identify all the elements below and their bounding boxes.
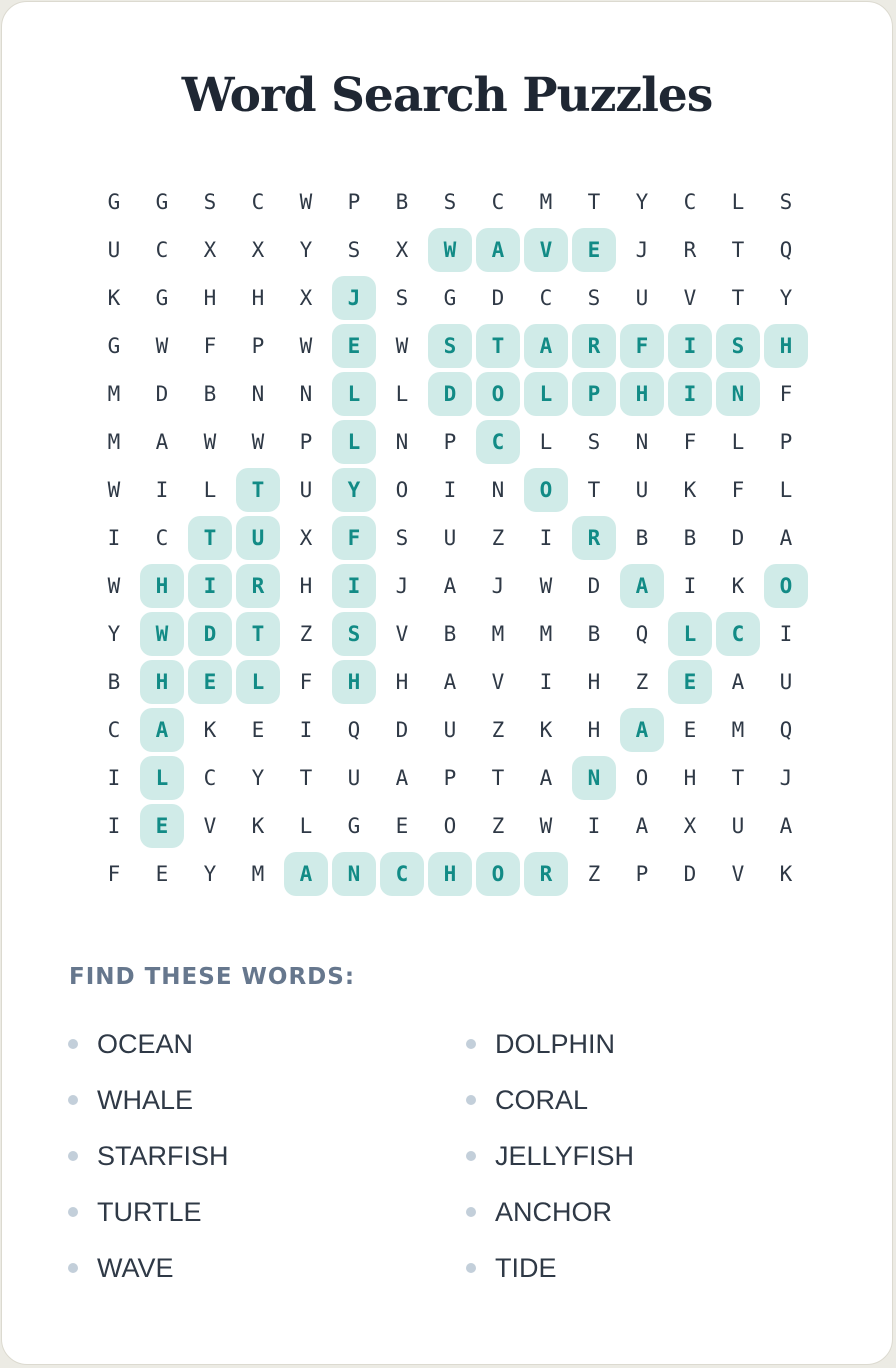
grid-cell-found[interactable]: S: [332, 612, 376, 656]
bullet-icon: [68, 1095, 78, 1105]
grid-cell[interactable]: K: [251, 814, 265, 838]
grid-cell[interactable]: I: [779, 622, 793, 646]
word-list-item: [68, 1184, 202, 1240]
grid-cell[interactable]: H: [587, 718, 601, 742]
grid-cell[interactable]: E: [155, 862, 169, 886]
grid-cell[interactable]: A: [635, 814, 649, 838]
grid-cell[interactable]: J: [395, 574, 409, 598]
grid-cell[interactable]: T: [299, 766, 313, 790]
grid-cell-found[interactable]: F: [620, 324, 664, 368]
grid-cell[interactable]: F: [731, 478, 745, 502]
grid-cell-found[interactable]: H: [140, 564, 184, 608]
grid-cell-found[interactable]: D: [188, 612, 232, 656]
grid-cell-found[interactable]: E: [668, 660, 712, 704]
grid-cell[interactable]: Z: [299, 622, 313, 646]
grid-cell[interactable]: H: [251, 286, 265, 310]
grid-cell[interactable]: C: [155, 238, 169, 262]
word-list-item: [68, 1240, 174, 1296]
grid-cell-found[interactable]: H: [332, 660, 376, 704]
word-list-item: [68, 1016, 193, 1072]
word-list-item: [466, 1184, 612, 1240]
grid-cell[interactable]: N: [251, 382, 265, 406]
grid-cell[interactable]: A: [443, 574, 457, 598]
grid-cell[interactable]: E: [251, 718, 265, 742]
grid-cell-found[interactable]: W: [140, 612, 184, 656]
grid-cell-found[interactable]: A: [140, 708, 184, 752]
grid-cell[interactable]: H: [299, 574, 313, 598]
grid-cell[interactable]: J: [491, 574, 505, 598]
bullet-icon: [466, 1151, 476, 1161]
grid-cell[interactable]: T: [491, 766, 505, 790]
grid-cell[interactable]: Y: [299, 238, 313, 262]
grid-cell-found[interactable]: L: [332, 372, 376, 416]
grid-cell[interactable]: K: [731, 574, 745, 598]
grid-cell[interactable]: Q: [635, 622, 649, 646]
grid-cell-found[interactable]: A: [524, 324, 568, 368]
grid-cell-found[interactable]: I: [188, 564, 232, 608]
grid-cell[interactable]: I: [539, 526, 553, 550]
bullet-icon: [68, 1263, 78, 1273]
grid-cell[interactable]: A: [155, 430, 169, 454]
grid-cell[interactable]: F: [299, 670, 313, 694]
grid-cell[interactable]: L: [539, 430, 553, 454]
grid-cell[interactable]: B: [443, 622, 457, 646]
grid-cell[interactable]: O: [395, 478, 409, 502]
grid-cell[interactable]: Q: [779, 238, 793, 262]
grid-cell[interactable]: V: [203, 814, 217, 838]
grid-cell[interactable]: C: [539, 286, 553, 310]
word-label: ANCHOR: [495, 1196, 613, 1227]
grid-cell[interactable]: A: [395, 766, 409, 790]
grid-cell[interactable]: W: [299, 190, 313, 214]
grid-cell[interactable]: C: [491, 190, 505, 214]
grid-cell-found[interactable]: U: [236, 516, 280, 560]
grid-cell[interactable]: D: [587, 574, 601, 598]
grid-cell[interactable]: Q: [779, 718, 793, 742]
grid-cell-found[interactable]: H: [428, 852, 472, 896]
word-list-item: [466, 1240, 557, 1296]
grid-cell[interactable]: V: [491, 670, 505, 694]
grid-cell[interactable]: W: [251, 430, 265, 454]
grid-cell[interactable]: M: [491, 622, 505, 646]
grid-cell[interactable]: S: [203, 190, 217, 214]
grid-cell[interactable]: M: [539, 190, 553, 214]
grid-cell[interactable]: V: [395, 622, 409, 646]
grid-cell[interactable]: I: [683, 574, 697, 598]
grid-cell[interactable]: N: [491, 478, 505, 502]
word-list-item: [68, 1128, 229, 1184]
grid-cell-found[interactable]: H: [620, 372, 664, 416]
grid-cell-found[interactable]: L: [668, 612, 712, 656]
grid-cell[interactable]: M: [107, 382, 121, 406]
word-label: CORAL: [495, 1084, 589, 1115]
grid-cell[interactable]: Y: [107, 622, 121, 646]
grid-cell[interactable]: P: [251, 334, 265, 358]
grid-cell[interactable]: T: [587, 478, 601, 502]
grid-cell-found[interactable]: P: [572, 372, 616, 416]
grid-cell-found[interactable]: S: [716, 324, 760, 368]
grid-cell[interactable]: Z: [587, 862, 601, 886]
grid-cell-found[interactable]: L: [140, 756, 184, 800]
grid-cell[interactable]: P: [299, 430, 313, 454]
grid-cell[interactable]: F: [107, 862, 121, 886]
grid-cell[interactable]: L: [731, 190, 745, 214]
grid-cell-found[interactable]: T: [236, 468, 280, 512]
word-list-item: [466, 1072, 588, 1128]
grid-cell[interactable]: U: [635, 286, 649, 310]
word-label: WHALE: [97, 1084, 194, 1115]
bullet-icon: [68, 1207, 78, 1217]
grid-cell[interactable]: J: [779, 766, 793, 790]
grid-cell[interactable]: E: [683, 718, 697, 742]
grid-cell[interactable]: B: [635, 526, 649, 550]
grid-cell[interactable]: W: [299, 334, 313, 358]
grid-cell[interactable]: P: [443, 766, 457, 790]
grid-cell-found[interactable]: E: [188, 660, 232, 704]
grid-cell[interactable]: S: [395, 286, 409, 310]
grid-cell[interactable]: V: [731, 862, 745, 886]
grid-cell[interactable]: J: [635, 238, 649, 262]
grid-cell[interactable]: F: [683, 430, 697, 454]
grid-cell-found[interactable]: T: [188, 516, 232, 560]
grid-cell-found[interactable]: L: [524, 372, 568, 416]
word-list-item: [466, 1016, 615, 1072]
grid-cell-found[interactable]: I: [668, 324, 712, 368]
grid-cell-found[interactable]: C: [380, 852, 424, 896]
puzzle-card: [1, 1, 893, 1365]
grid-cell[interactable]: I: [539, 670, 553, 694]
grid-cell[interactable]: P: [443, 430, 457, 454]
grid-cell-found[interactable]: E: [332, 324, 376, 368]
grid-cell-found[interactable]: A: [476, 228, 520, 272]
grid-cell[interactable]: X: [299, 286, 313, 310]
grid-cell[interactable]: W: [395, 334, 409, 358]
word-label: TIDE: [495, 1252, 557, 1283]
grid-cell-found[interactable]: I: [332, 564, 376, 608]
grid-cell[interactable]: I: [155, 478, 169, 502]
grid-cell[interactable]: I: [107, 814, 121, 838]
grid-cell[interactable]: U: [443, 718, 457, 742]
grid-cell[interactable]: D: [731, 526, 745, 550]
grid-cell[interactable]: R: [683, 238, 697, 262]
grid-cell[interactable]: S: [347, 238, 361, 262]
grid-cell[interactable]: S: [443, 190, 457, 214]
word-label: STARFISH: [97, 1140, 229, 1171]
grid-cell[interactable]: N: [299, 382, 313, 406]
grid-cell-found[interactable]: N: [332, 852, 376, 896]
grid-cell[interactable]: G: [107, 190, 121, 214]
grid-cell[interactable]: H: [395, 670, 409, 694]
grid-cell[interactable]: F: [779, 382, 793, 406]
grid-cell[interactable]: U: [299, 478, 313, 502]
grid-cell[interactable]: C: [683, 190, 697, 214]
grid-cell[interactable]: L: [395, 382, 409, 406]
grid-cell-found[interactable]: N: [716, 372, 760, 416]
grid-cell-found[interactable]: Y: [332, 468, 376, 512]
grid-cell[interactable]: S: [587, 286, 601, 310]
grid-cell-found[interactable]: L: [236, 660, 280, 704]
grid-cell-found[interactable]: C: [476, 420, 520, 464]
grid-cell[interactable]: W: [539, 814, 553, 838]
grid-cell-found[interactable]: I: [668, 372, 712, 416]
grid-cell[interactable]: Y: [251, 766, 265, 790]
grid-cell[interactable]: Y: [203, 862, 217, 886]
grid-cell-found[interactable]: W: [428, 228, 472, 272]
bullet-icon: [466, 1207, 476, 1217]
grid-cell[interactable]: A: [731, 670, 745, 694]
grid-cell[interactable]: X: [299, 526, 313, 550]
word-list-heading: FIND THESE WORDS:: [69, 964, 356, 990]
grid-cell[interactable]: X: [203, 238, 217, 262]
grid-cell[interactable]: W: [539, 574, 553, 598]
grid-cell-found[interactable]: H: [764, 324, 808, 368]
word-list-item: [466, 1128, 634, 1184]
grid-cell-found[interactable]: R: [572, 516, 616, 560]
grid-cell[interactable]: I: [299, 718, 313, 742]
grid-cell-found[interactable]: H: [140, 660, 184, 704]
grid-cell[interactable]: F: [203, 334, 217, 358]
grid-cell[interactable]: P: [635, 862, 649, 886]
grid-cell[interactable]: D: [491, 286, 505, 310]
grid-cell[interactable]: X: [395, 238, 409, 262]
grid-cell-found[interactable]: A: [620, 564, 664, 608]
grid-cell[interactable]: U: [731, 814, 745, 838]
grid-cell[interactable]: Z: [491, 526, 505, 550]
grid-cell[interactable]: O: [635, 766, 649, 790]
grid-cell[interactable]: I: [587, 814, 601, 838]
grid-cell[interactable]: T: [587, 190, 601, 214]
grid-cell[interactable]: S: [779, 190, 793, 214]
grid-cell[interactable]: W: [107, 574, 121, 598]
grid-cell[interactable]: S: [587, 430, 601, 454]
grid-cell-found[interactable]: E: [140, 804, 184, 848]
word-label: TURTLE: [97, 1196, 202, 1227]
grid-cell[interactable]: Q: [347, 718, 361, 742]
grid-cell[interactable]: H: [203, 286, 217, 310]
grid-cell[interactable]: C: [155, 526, 169, 550]
grid-cell[interactable]: W: [203, 430, 217, 454]
grid-cell[interactable]: K: [779, 862, 793, 886]
grid-cell-found[interactable]: T: [476, 324, 520, 368]
grid-cell-found[interactable]: A: [620, 708, 664, 752]
grid-cell[interactable]: G: [443, 286, 457, 310]
grid-cell[interactable]: L: [731, 430, 745, 454]
grid-cell[interactable]: M: [539, 622, 553, 646]
word-label: DOLPHIN: [495, 1028, 616, 1059]
grid-cell-found[interactable]: D: [428, 372, 472, 416]
grid-cell-found[interactable]: R: [236, 564, 280, 608]
grid-cell[interactable]: A: [443, 670, 457, 694]
grid-cell[interactable]: I: [107, 526, 121, 550]
grid-cell[interactable]: C: [251, 190, 265, 214]
grid-cell-found[interactable]: L: [332, 420, 376, 464]
grid-cell[interactable]: K: [683, 478, 697, 502]
grid-cell[interactable]: D: [395, 718, 409, 742]
grid-cell[interactable]: M: [731, 718, 745, 742]
grid-cell-found[interactable]: F: [332, 516, 376, 560]
grid-cell[interactable]: K: [107, 286, 121, 310]
grid-cell[interactable]: B: [107, 670, 121, 694]
word-list-item: [68, 1072, 193, 1128]
grid-cell[interactable]: X: [251, 238, 265, 262]
grid-cell[interactable]: I: [443, 478, 457, 502]
grid-cell[interactable]: Y: [779, 286, 793, 310]
grid-cell[interactable]: A: [779, 526, 793, 550]
grid-cell[interactable]: W: [107, 478, 121, 502]
grid-cell[interactable]: M: [107, 430, 121, 454]
grid-cell[interactable]: K: [539, 718, 553, 742]
grid-cell-found[interactable]: S: [428, 324, 472, 368]
word-label: JELLYFISH: [495, 1140, 635, 1171]
grid-cell[interactable]: C: [203, 766, 217, 790]
grid-cell[interactable]: W: [155, 334, 169, 358]
grid-cell[interactable]: B: [395, 190, 409, 214]
grid-cell[interactable]: U: [779, 670, 793, 694]
grid-cell[interactable]: L: [203, 478, 217, 502]
grid-cell[interactable]: S: [395, 526, 409, 550]
bullet-icon: [68, 1151, 78, 1161]
grid-cell[interactable]: P: [347, 190, 361, 214]
grid-cell[interactable]: G: [107, 334, 121, 358]
grid-cell[interactable]: B: [683, 526, 697, 550]
page-title: Word Search Puzzles: [181, 68, 713, 123]
grid-cell[interactable]: P: [779, 430, 793, 454]
word-list: [68, 1016, 848, 1306]
grid-cell[interactable]: U: [347, 766, 361, 790]
grid-cell[interactable]: G: [347, 814, 361, 838]
word-label: OCEAN: [97, 1028, 194, 1059]
grid-cell[interactable]: B: [587, 622, 601, 646]
grid-cell-found[interactable]: R: [524, 852, 568, 896]
grid-cell[interactable]: B: [203, 382, 217, 406]
grid-cell-found[interactable]: V: [524, 228, 568, 272]
grid-cell[interactable]: V: [683, 286, 697, 310]
grid-cell-found[interactable]: N: [572, 756, 616, 800]
grid-cell-found[interactable]: O: [524, 468, 568, 512]
grid-cell[interactable]: O: [443, 814, 457, 838]
grid-cell[interactable]: E: [395, 814, 409, 838]
grid-cell[interactable]: K: [203, 718, 217, 742]
grid-cell-found[interactable]: O: [764, 564, 808, 608]
grid-cell-found[interactable]: C: [716, 612, 760, 656]
grid-cell[interactable]: Z: [491, 814, 505, 838]
grid-cell[interactable]: L: [779, 478, 793, 502]
grid-cell[interactable]: N: [395, 430, 409, 454]
grid-cell[interactable]: U: [635, 478, 649, 502]
grid-cell-found[interactable]: E: [572, 228, 616, 272]
grid-cell[interactable]: A: [539, 766, 553, 790]
bullet-icon: [68, 1039, 78, 1049]
letter-grid[interactable]: [90, 178, 810, 898]
grid-cell[interactable]: D: [683, 862, 697, 886]
grid-cell[interactable]: H: [683, 766, 697, 790]
grid-cell[interactable]: G: [155, 286, 169, 310]
grid-cell[interactable]: T: [731, 238, 745, 262]
grid-cell[interactable]: Z: [491, 718, 505, 742]
grid-cell[interactable]: T: [731, 286, 745, 310]
bullet-icon: [466, 1039, 476, 1049]
word-label: WAVE: [97, 1252, 174, 1283]
grid-cell[interactable]: U: [443, 526, 457, 550]
grid-cell[interactable]: T: [731, 766, 745, 790]
grid-cell-found[interactable]: O: [476, 372, 520, 416]
grid-cell-found[interactable]: O: [476, 852, 520, 896]
grid-cell[interactable]: X: [683, 814, 697, 838]
grid-cell-found[interactable]: R: [572, 324, 616, 368]
grid-cell[interactable]: D: [155, 382, 169, 406]
grid-cell[interactable]: I: [107, 766, 121, 790]
grid-cell[interactable]: G: [155, 190, 169, 214]
grid-cell[interactable]: Y: [635, 190, 649, 214]
grid-cell[interactable]: C: [107, 718, 121, 742]
bullet-icon: [466, 1263, 476, 1273]
grid-cell-found[interactable]: J: [332, 276, 376, 320]
bullet-icon: [466, 1095, 476, 1105]
grid-cell[interactable]: Z: [635, 670, 649, 694]
grid-cell-found[interactable]: A: [284, 852, 328, 896]
grid-cell-found[interactable]: T: [236, 612, 280, 656]
grid-cell[interactable]: A: [779, 814, 793, 838]
grid-cell[interactable]: H: [587, 670, 601, 694]
grid-cell[interactable]: N: [635, 430, 649, 454]
grid-cell[interactable]: U: [107, 238, 121, 262]
grid-cell[interactable]: M: [251, 862, 265, 886]
grid-cell[interactable]: L: [299, 814, 313, 838]
